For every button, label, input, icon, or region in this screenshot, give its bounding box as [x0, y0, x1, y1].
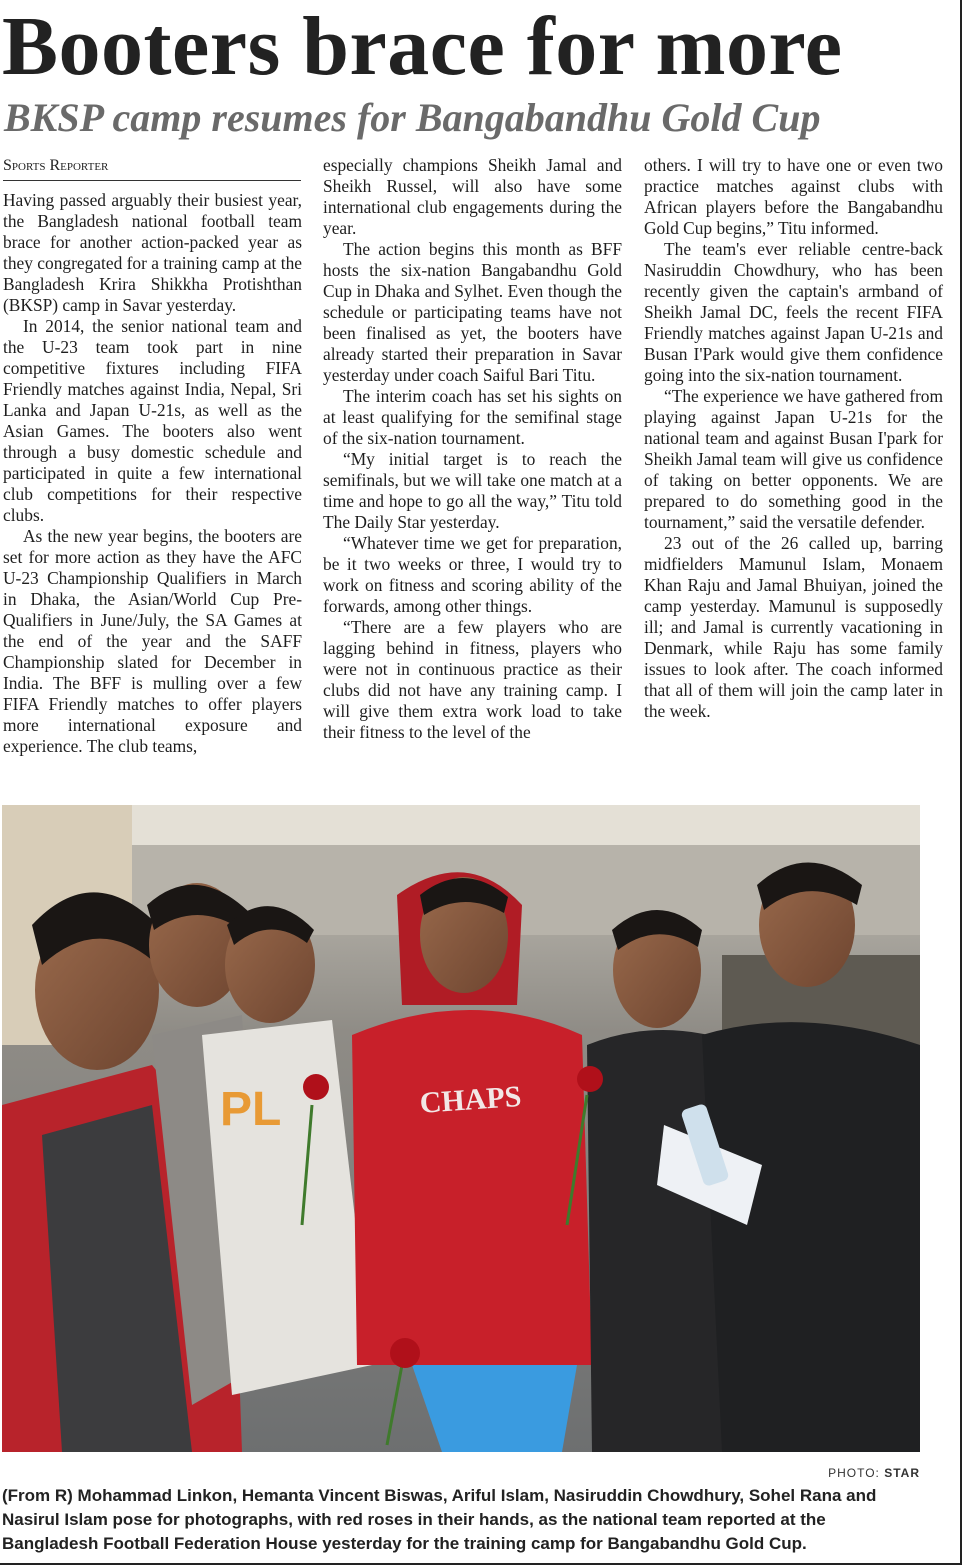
paragraph: especially champions Sheikh Jamal and Sheikh Russel, will also have some international club engagements during the year. [323, 155, 622, 238]
team-photo [2, 805, 920, 1452]
photo-caption: (From R) Mohammad Linkon, Hemanta Vincent Biswas, Ariful Islam, Nasiruddin Chowdhury, Sohel Rana and Nasirul Islam pose for photographs, with red roses in their hands, as the national team reported at the Bangladesh Football Federation House yesterday for the training camp for Bangabandhu Gold Cup. [2, 1486, 877, 1553]
byline: Sports Reporter [3, 156, 301, 181]
canopy-roof [2, 805, 920, 845]
paragraph: “Whatever time we get for preparation, be it two weeks or three, I would try to work on fitness and scoring ability of the forwards, among other things. [323, 533, 622, 616]
subheadline: BKSP camp resumes for Bangabandhu Gold Cup [4, 95, 821, 140]
svg-text:PL: PL [220, 1083, 282, 1136]
hoodie-print: CHAPS [418, 1079, 523, 1120]
paragraph: The interim coach has set his sights on at least qualifying for the semifinal stage of the six-nation tournament. [323, 386, 622, 448]
headline: Booters brace for more [2, 0, 843, 93]
article-column-1 [3, 190, 302, 757]
paragraph: others. I will try to have one or even two practice matches against clubs with African players before the Bangabandhu Gold Cup begins,” Titu informed. [644, 155, 943, 238]
article-column-2 [323, 155, 622, 743]
paragraph: “My initial target is to reach the semifinals, but we will take one match at a time and hope to go all the way,” Titu told The Daily Star yesterday. [323, 449, 622, 532]
paragraph: “There are a few players who are lagging behind in fitness, players who were not in continuous practice as their clubs did not have any training camp. I will give them extra work load to take their fitness to the level of the [323, 617, 622, 742]
photo-credit-label: PHOTO: [828, 1466, 880, 1480]
paragraph: In 2014, the senior national team and the U-23 team took part in nine competitive fixtures including FIFA Friendly matches against India, Nepal, Sri Lanka and Japan U-21s, as well as the Asian Games. The booters also went through a busy domestic schedule and participated in quite a few international club competitions for their respective clubs. [3, 316, 302, 525]
paragraph: As the new year begins, the booters are set for more action as they have the AFC U-23 Championship Qualifiers in March in Dhaka, the Asian/World Cup Pre-Qualifiers in June/July, the SA Games at the end of the year and the SAFF Championship slated for December in India. The BFF is mulling over a few FIFA Friendly matches to offer players more international exposure and experience. The club teams, [3, 526, 302, 756]
paragraph: “The experience we have gathered from playing against Japan U-21s for the national team and against Busan I'park for Sheikh Jamal team will give us confidence of taking on better opponents. We are prepared to do something good in the tournament,” said the versatile defender. [644, 386, 943, 532]
photo-credit [790, 1466, 920, 1480]
article-column-3 [644, 155, 943, 722]
photo-credit-source: STAR [884, 1466, 920, 1480]
paragraph: The team's ever reliable centre-back Nasiruddin Chowdhury, who has been recently given the captain's armband of Sheikh Jamal DC, feels the recent FIFA Friendly matches against Japan U-21s and Busan I'Park would give them confidence going into the six-nation tournament. [644, 239, 943, 385]
paragraph: Having passed arguably their busiest year, the Bangladesh national football team brace for another action-packed year as they congregated for a training camp at the Bangladesh Krira Shikkha Protishthan (BKSP) camp in Savar yesterday. [3, 190, 302, 315]
paragraph: 23 out of the 26 called up, barring midfielders Mamunul Islam, Monaem Khan Raju and Jamal Bhuiyan, joined the camp yesterday. Mamunul is supposedly ill; and Jamal is currently vacationing in Denmark, while Raju has some family issues to look after. The coach informed that all of them will join the camp later in the week. [644, 533, 943, 721]
paragraph: The action begins this month as BFF hosts the six-nation Bangabandhu Gold Cup in Dhaka and Sylhet. Even though the schedule or participating teams have not been finalised as yet, the booters have already started their preparation in Savar yesterday under coach Saiful Bari Titu. [323, 239, 622, 385]
